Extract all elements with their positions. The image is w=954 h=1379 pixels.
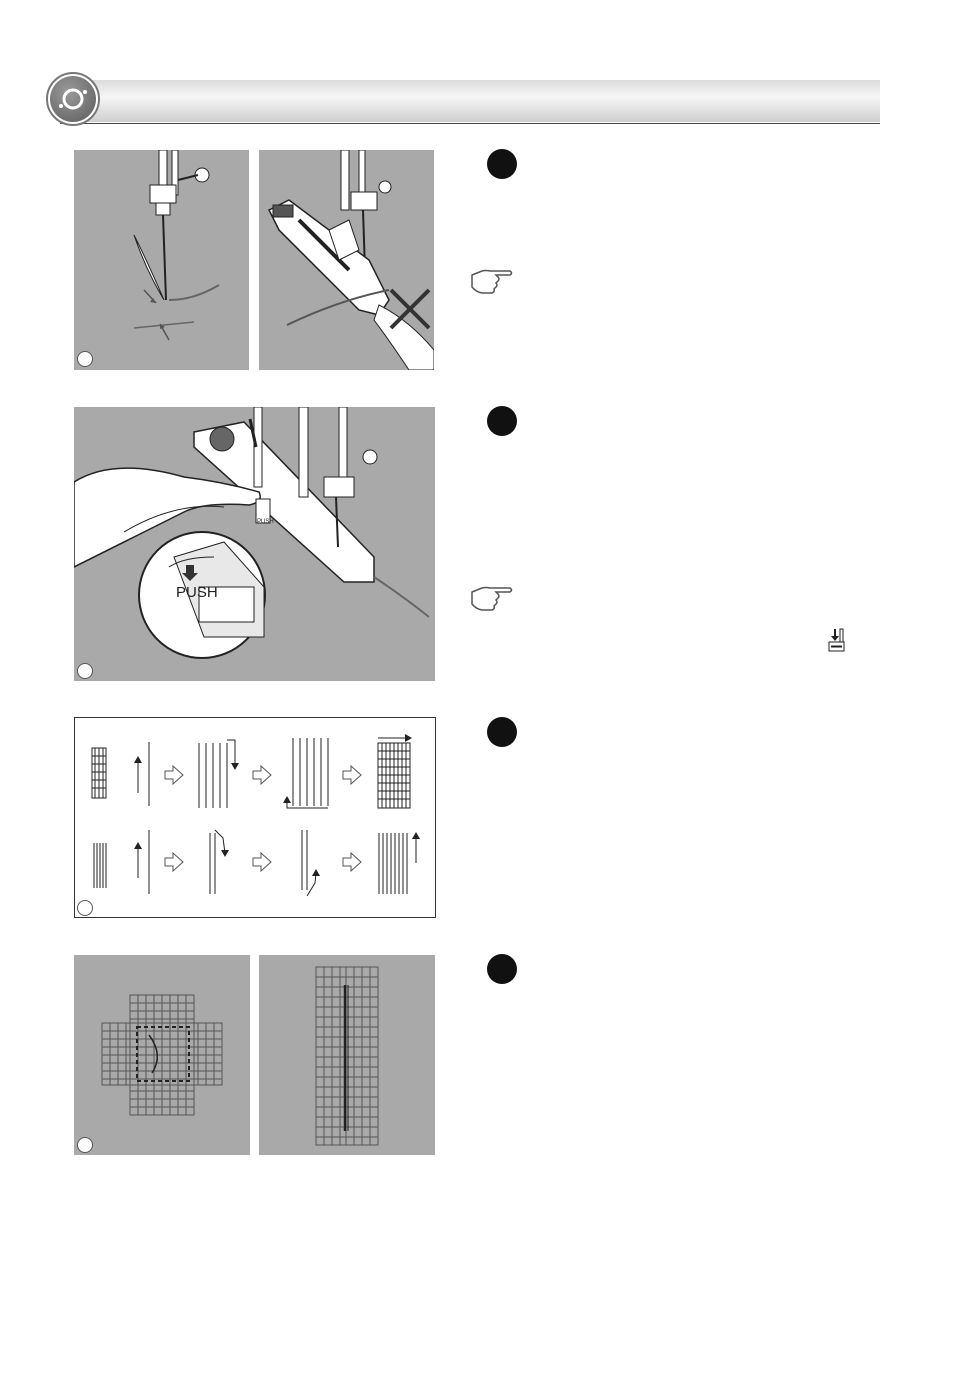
figure-4a-thread-tension-cross [74,955,250,1155]
prohibited-x-icon [391,290,429,328]
header-bar [72,80,880,122]
figure-label-circle [77,900,93,916]
figure-label-circle [77,1137,93,1153]
figure-1a-needle-position [74,150,249,370]
step-badge-4 [487,954,517,984]
header-rule [60,123,880,124]
figure-2-buttonhole-foot-push [74,407,435,681]
push-label-small: PUSH [257,519,274,525]
figure-4b-buttonhole-grid [259,955,435,1155]
figure-label-circle [77,663,93,679]
figure-3-stitch-sequence [74,717,436,918]
push-button-icon [828,627,846,653]
step-badge-2 [487,406,517,436]
sewing-circle-icon [50,76,96,122]
pointing-hand-icon [470,584,514,612]
figure-label-circle [77,351,93,367]
step-badge-1 [487,149,517,179]
pointing-hand-icon [470,267,514,295]
step-badge-3 [487,717,517,747]
push-label-large: PUSH [176,584,218,601]
figure-1b-foot-incorrect [259,150,434,370]
